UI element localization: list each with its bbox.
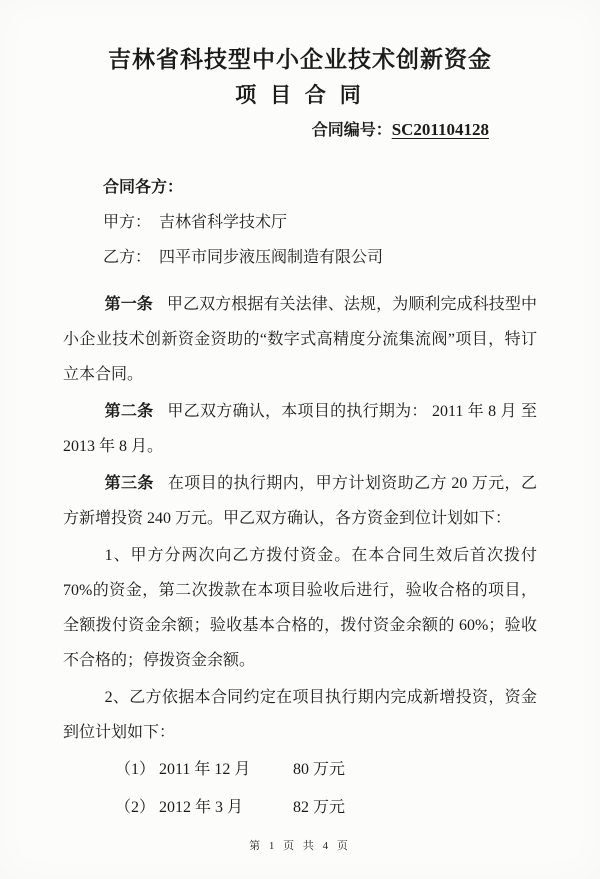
payment-schedule-row-1 (63, 752, 537, 788)
article-2-number: 第二条 (104, 403, 154, 420)
parties-heading: 合同各方： (103, 179, 184, 196)
article-3-number: 第三条 (104, 475, 154, 492)
schedule-1-amount: 80 万元 (293, 761, 346, 778)
party-a-name: 吉林省科学技术厅 (159, 214, 288, 231)
schedule-2-index: （2） (115, 799, 156, 816)
party-b-line (63, 240, 537, 275)
document-title-line2: 项 目 合 同 (235, 84, 365, 107)
article-2 (63, 394, 537, 464)
party-b-name: 四平市同步液压阀制造有限公司 (159, 249, 384, 266)
clause-2 (63, 680, 537, 750)
schedule-1-date: 2011 年 12 月 (159, 761, 251, 778)
party-a-label: 甲方： (103, 214, 152, 231)
contract-number-line (63, 118, 537, 143)
schedule-2-date-cell (115, 790, 289, 826)
party-a-line (63, 205, 537, 240)
clause-1 (63, 538, 537, 678)
contract-number-label: 合同编号： (311, 122, 392, 139)
payment-schedule-row-2 (63, 790, 537, 826)
article-1-text: 甲乙双方根据有关法律、法规，为顺利完成科技型中小企业技术创新资金资助的“数字式高精度分流集流阀”项目，特订立本合同。 (63, 296, 537, 383)
schedule-2-amount: 82 万元 (293, 799, 346, 816)
page-footer (0, 837, 600, 853)
contract-number-value: SC201104128 (391, 120, 489, 139)
schedule-1-date-cell (115, 752, 289, 788)
article-2-text: 甲乙双方确认，本项目的执行期为： 2011 年 8 月 至 2013 年 8 月。 (63, 403, 537, 455)
schedule-1-index: （1） (115, 761, 156, 778)
party-b-label: 乙方： (103, 249, 152, 266)
article-3-text: 在项目的执行期内，甲方计划资助乙方 20 万元，乙方新增投资 240 万元。甲乙双方确认，各方资金到位计划如下： (63, 475, 537, 527)
article-1 (63, 287, 537, 392)
clause-2-text: 2、乙方依据本合同约定在项目执行期内完成新增投资，资金到位计划如下： (63, 689, 537, 741)
document-title-line1: 吉林省科技型中小企业技术创新资金 (108, 46, 492, 72)
schedule-2-date: 2012 年 3 月 (159, 799, 244, 816)
clause-1-text: 1、甲方分两次向乙方拨付资金。在本合同生效后首次拨付 70%的资金，第二次拨款在本项目验收后进行，验收合格的项目，全额拨付资金余额；验收基本合格的，拨付资金余额的 60%；验收不合格的；停拨资金余额。 (63, 547, 537, 669)
page-indicator: 第 1 页 共 4 页 (249, 840, 351, 852)
article-1-number: 第一条 (104, 296, 153, 313)
article-3 (63, 466, 537, 536)
